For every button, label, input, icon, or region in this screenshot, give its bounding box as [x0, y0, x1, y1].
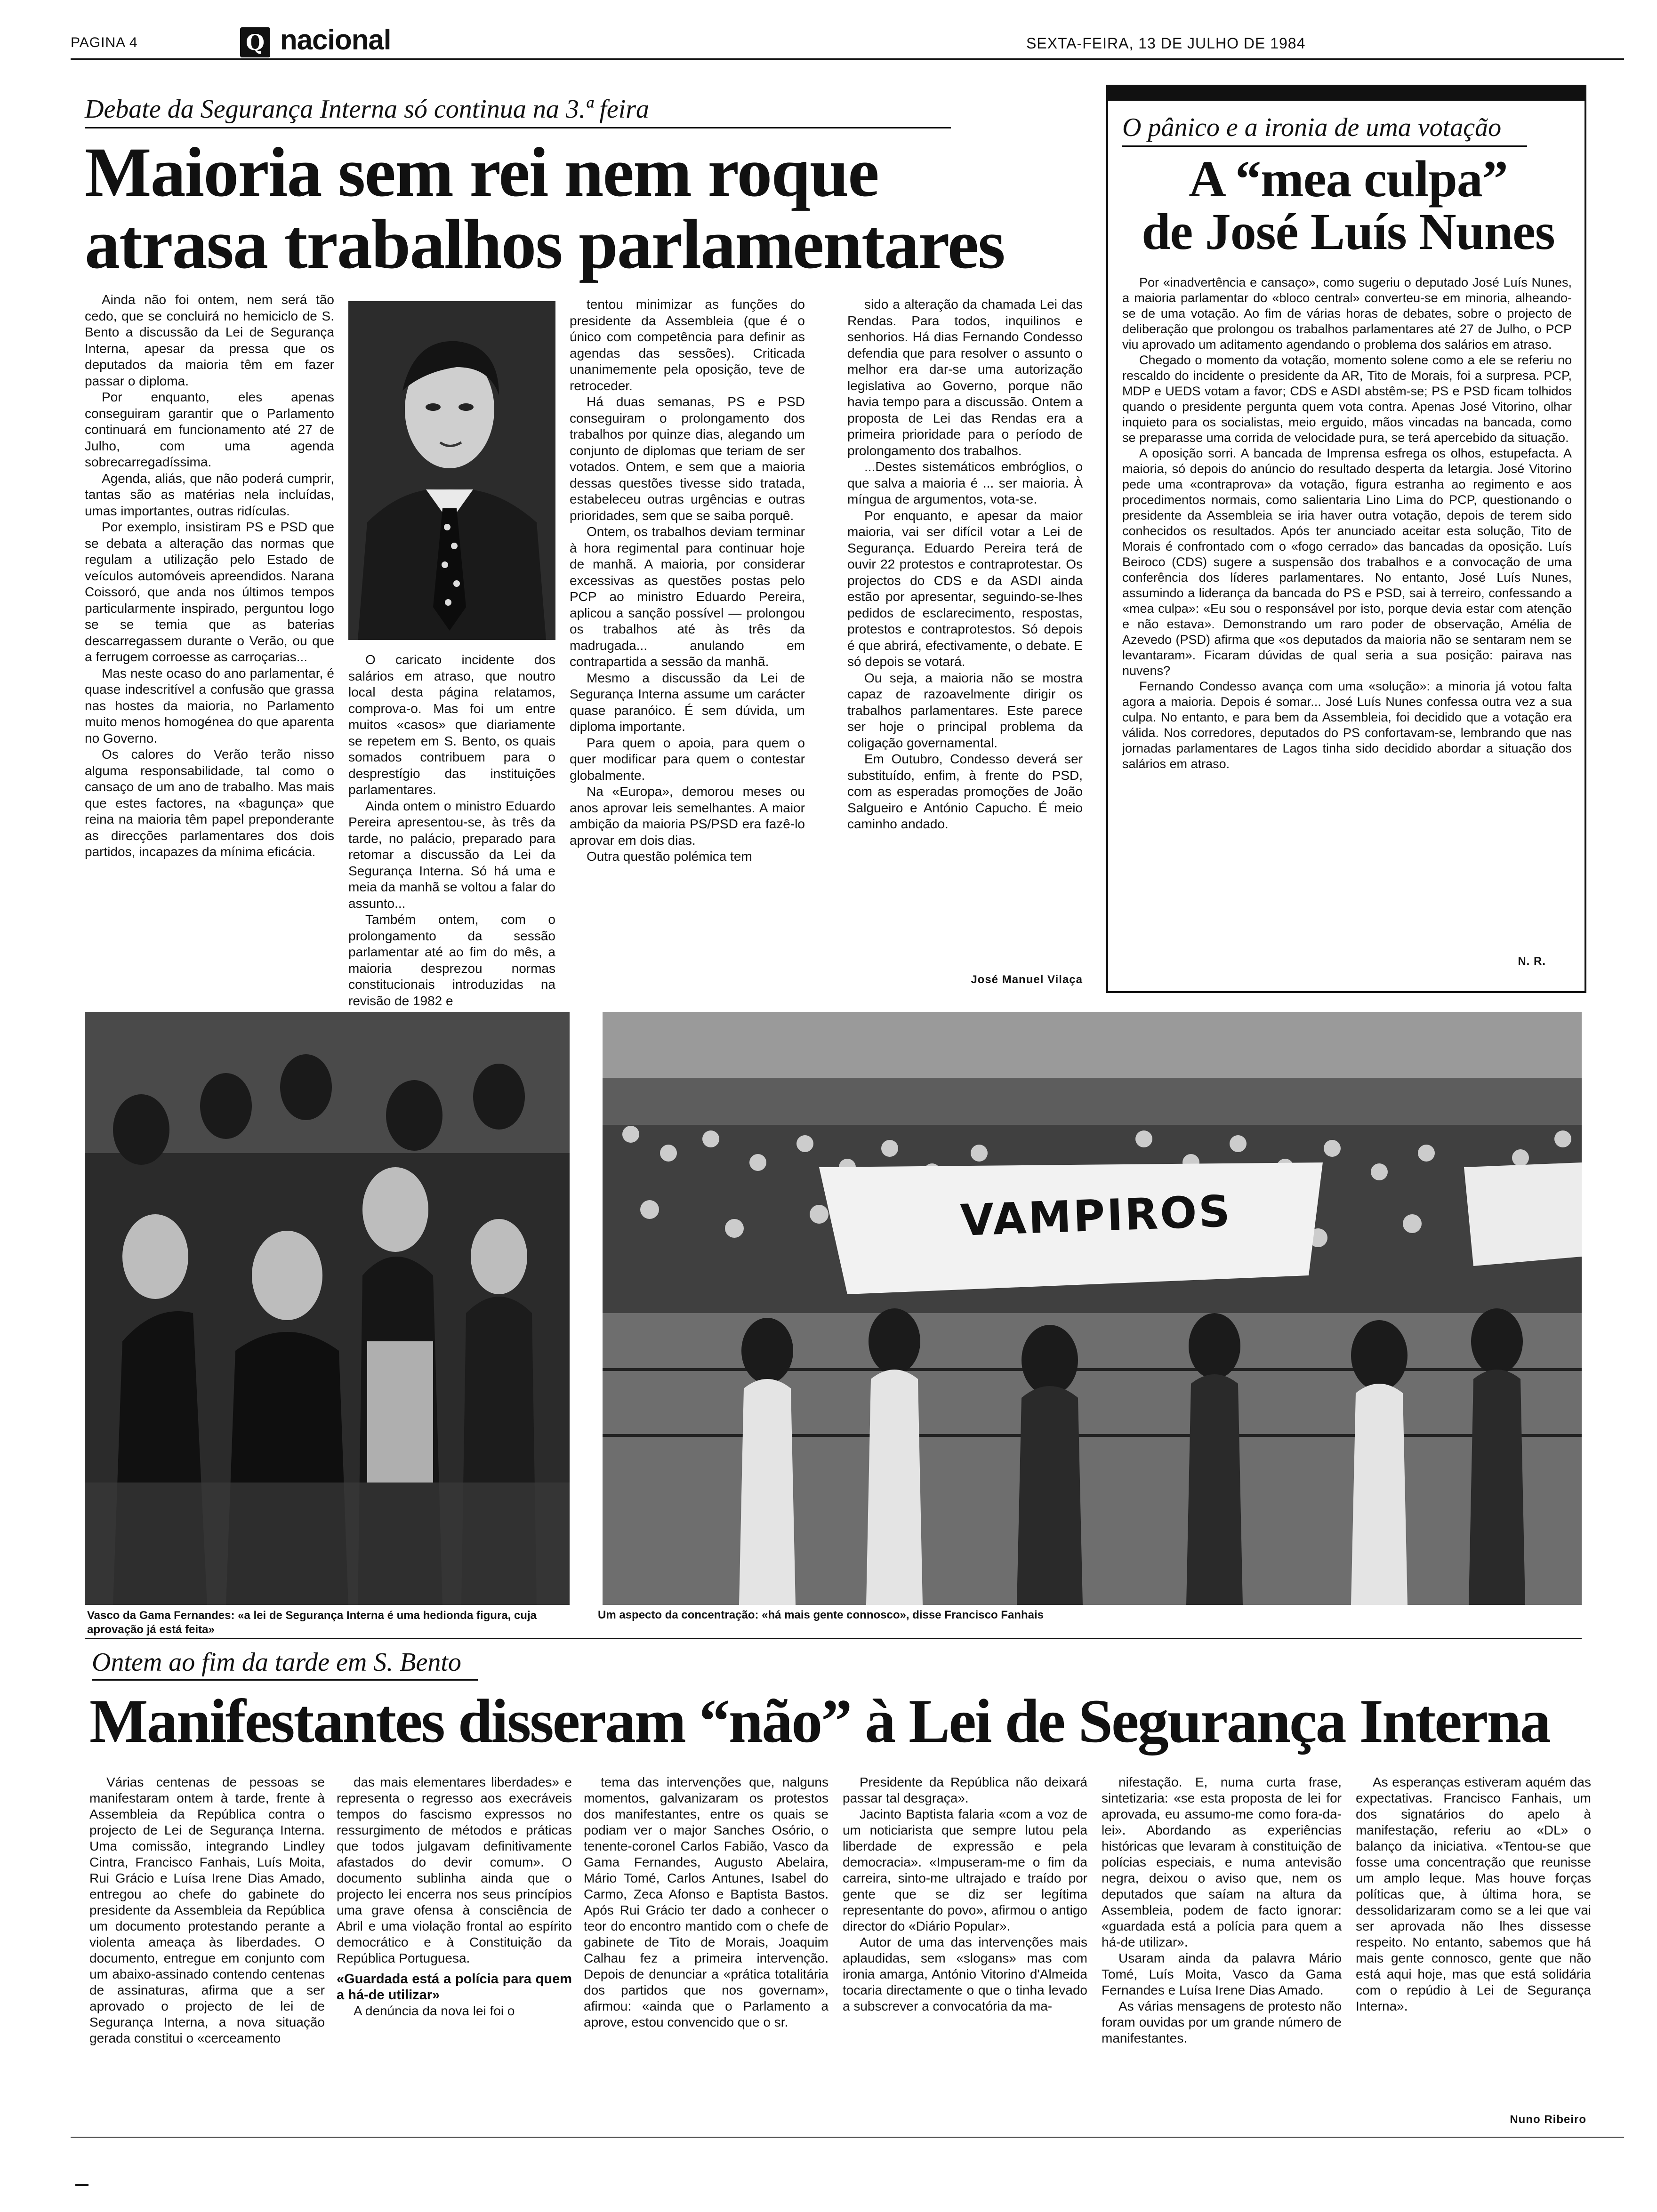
subheading: «Guardada está a polícia para quem a há-de utilizar»	[337, 1972, 572, 2003]
demonstration-photo	[603, 1012, 1582, 1605]
paragraph: Os calores do Verão terão nisso alguma responsabilidade, tal como o cansaço de um ano de trabalho. Mas mais que estes factores, na «bagunça» que reina na maioria têm papel preponderante as direcções parlamentares dos dois partidos, incapazes da mínima eficácia.	[85, 747, 334, 859]
paragraph: sido a alteração da chamada Lei das Rendas. Para todos, inquilinos e senhorios. Há dias Fernando Condesso defendia que para resolver o assunto o melhor era dar-se uma autorização legislativa ao Governo, porque não havia tempo para a discussão. Ontem a proposta de Lei das Rendas era a primeira prioridade para o período de prolongamento dos trabalhos.	[847, 297, 1083, 458]
paragraph: A oposição sorri. A bancada de Imprensa esfrega os olhos, estupefacta. A maioria, só depois do anúncio do resultado desperta da letargia. José Vitorino pede uma «contraprova» da votação, figura estranha ao regimento e aos procedimentos normais, como salientaria Lino Lima do PCP, questionando o presidente da Assembleia se iria haver outra votação, depois de terem sido conhecidos os resultados. Após ter anunciado aceitar esta solução, Tito de Morais é confrontado com o «fogo cerrado» das bancadas da oposição. Luís Beiroco (CDS) sugere a suspensão dos trabalhos e a convocação de uma conferência dos líderes parlamentares. No entanto, José Luís Nunes, assumindo a liderança da bancada do PS e PSD, sai à terreiro, confessando a «mea culpa»: «Eu sou o responsável por isto, porque devia estar com atenção e não estava». Demonstrando um raro poder de observação, Amélia de Azevedo (PSD) afirma que «os deputados da maioria não se sentaram nem se levantaram». Ficaram dúvidas de qual seria a sua posição: pairava nas nuvens?	[1122, 446, 1572, 678]
photo-strip	[85, 1012, 1582, 1605]
headline-line: de José Luís Nunes	[1142, 203, 1555, 261]
paragraph: Presidente da República não deixará passar tal desgraça».	[843, 1775, 1087, 1805]
article-byline: Nuno Ribeiro	[1510, 2113, 1586, 2126]
paragraph: das mais elementares liberdades» e representa o regresso aos execráveis tempos do fascismo expressos no ressurgimento de métodos e práticas que todos julgavam definitivamente afastados do devir comum». O documento sublinha ainda que o projecto lei encerra nos seus princípios uma grave ofensa à consciência de Abril e uma violação frontal ao espírito democrático e à Constituição da República Portuguesa.	[337, 1775, 572, 1965]
article-column-2	[348, 652, 555, 1008]
article-headline	[85, 133, 1073, 283]
paragraph: ...Destes sistemáticos embróglios, o que salva a maioria é ... ser maioria. À míngua de argumentos, vota-se.	[847, 459, 1083, 506]
paragraph: Por exemplo, insistiram PS e PSD que se debata a alteração das normas que regulam a utilização pelo Estado de veículos automóveis apreendidos. Narana Coissoró, que anda nos últimos tempos particularmente inspirado, perguntou logo se se temia que as baterias descarregassem durante o Verão, ou que a ferrugem corroesse as carroçarias...	[85, 520, 334, 664]
paragraph: Mesmo a discussão da Lei de Segurança Interna assume um carácter quase paranóico. É sem dúvida, um diploma importante.	[570, 670, 805, 734]
sidebar-kicker: O pânico e a ironia de uma votação	[1122, 113, 1502, 142]
paragraph: Mas neste ocaso do ano parlamentar, é quase indescritível a confusão que grassa nas hostes da maioria, no Parlamento muito menos homogénea do que aparenta no Governo.	[85, 665, 334, 745]
article-column-6	[1356, 1774, 1591, 2104]
paragraph: Outra questão polémica tem	[587, 849, 752, 864]
kicker-rule	[92, 1679, 478, 1681]
paragraph: Fernando Condesso avança com uma «solução»: a minoria já votou falta agora a maioria. Depois é somar... José Luís Nunes confessa outra vez a sua culpa. No entanto, e para bem da Assembleia, foi decidido que a votação era válida. Nos corredores, deputados do PS confortavam-se, lembrando que nas jornadas parlamentares de Lagos tinha sido decidido abordar a situação dos salários em atraso.	[1122, 679, 1572, 771]
sidebar-column	[1122, 275, 1572, 948]
article-byline: José Manuel Vilaça	[971, 973, 1083, 986]
paragraph: A denúncia da nova lei foi o	[354, 2004, 515, 2018]
article-column-1	[85, 292, 334, 998]
paragraph: Usaram ainda da palavra Mário Tomé, Luís Moita, Vasco da Gama Fernandes e Luísa Irene Dias Amado.	[1102, 1951, 1342, 1997]
headline-line: A “mea culpa”	[1189, 150, 1508, 208]
photo-caption-left: Vasco da Gama Fernandes: «a lei de Segurança Interna é uma hedionda figura, cuja aprovação já está feita»	[87, 1609, 537, 1636]
caption-rule	[85, 1638, 1582, 1639]
article-headline: Manifestantes disseram “não” à Lei de Segurança Interna	[89, 1686, 1550, 1755]
article-column-4	[843, 1774, 1087, 2132]
protest-banner-text: VAMPIROS	[959, 1186, 1233, 1246]
masthead	[71, 24, 1619, 61]
paragraph: As várias mensagens de protesto não foram ouvidas por um grande número de manifestantes.	[1102, 1999, 1342, 2045]
article-kicker: Ontem ao fim da tarde em S. Bento	[92, 1648, 461, 1677]
paragraph: As esperanças estiveram aquém das expectativas. Francisco Fanhais, um dos signatários do apelo à manifestação, referiu ao «DL» o balanço da iniciativa. «Tentou-se que fosse uma concentração que reunisse um amplo leque. Mas houve forças políticas que, à última hora, se dessolidarizaram como se a lei que vai ser aprovada não lhes dissesse respeito. No entanto, sabemos que há mais gente connosco, gente que não está aqui hoje, mas que está solidária com o repúdio à Lei de Segurança Interna».	[1356, 1775, 1591, 2013]
headline-line: atrasa trabalhos parlamentares	[85, 205, 1005, 283]
paragraph: Ainda não foi ontem, nem será tão cedo, que se concluirá no hemiciclo de S. Bento a discussão da Lei de Segurança Interna, apesar da pressa que os deputados da maioria têm em fazer passar o diploma.	[85, 292, 334, 388]
portrait-photo	[348, 301, 555, 640]
section-title: nacional	[280, 24, 391, 56]
seated-men-photo	[85, 1012, 570, 1605]
newspaper-logo-icon: Q	[240, 27, 270, 57]
paragraph: Várias centenas de pessoas se manifestaram ontem à tarde, frente à Assembleia da República contra o projecto de Lei de Segurança Interna. Uma comissão, integrando Lindley Cintra, Francisco Fanhais, Luís Moita, Rui Grácio e Luísa Irene Dias Amado, entregou ao chefe do gabinete do presidente da Assembleia da República um documento protestando perante a violenta ameaça às liberdades. O documento, entregue em conjunto com um abaixo-assinado contendo centenas de assinaturas, afirma que a ser aprovado o projecto de lei de Segurança Interna, a nova situação gerada constitui o «cerceamento	[89, 1775, 325, 2045]
paragraph: Para quem o apoia, para quem o quer modificar para quem o contestar globalmente.	[570, 735, 805, 783]
paragraph: Ainda ontem o ministro Eduardo Pereira apresentou-se, às três da tarde, no palácio, preparado para retomar a discussão da Lei da Segurança Interna. Só há uma e meia da manhã se voltou a falar do assunto...	[348, 798, 555, 911]
paragraph: Agenda, aliás, que não poderá cumprir, tantas são as matérias nela incluídas, umas importantes, outras ridículas.	[85, 471, 334, 518]
paragraph: Por enquanto, e apesar da maior maioria, vai ser difícil votar a Lei de Segurança. Eduardo Pereira terá de ouvir 22 protestos e contraprotestar. Os projectos do CDS e da ASDI ainda estão por apresentar, seguindo-se-lhes pedidos de esclarecimento, respostas, protestos e contraprotestos. Só depois é que abrirá, efectivamente, o debate. E só depois se votará.	[847, 508, 1083, 669]
article-column-4	[847, 297, 1083, 965]
sidebar-top-bar	[1108, 87, 1585, 101]
page-number: PAGINA 4	[71, 35, 138, 50]
paragraph: O caricato incidente dos salários em atraso, que noutro local desta página relatamos, comprova-o. Mas foi um entre muitos «casos» que diariamente se repetem em S. Bento, os quais somados contribuem para o desprestígio das instituições parlamentares.	[348, 652, 555, 797]
paragraph: Por enquanto, eles apenas conseguiram garantir que o Parlamento continuará em funcionamento até 27 de Julho, com uma agenda sobrecarregadíssima.	[85, 390, 334, 469]
article-column-3	[570, 297, 805, 998]
paragraph: Também ontem, com o prolongamento da sessão parlamentar até ao fim do mês, a maioria desprezou normas constitucionais introduzidas na revisão de 1982 e	[348, 912, 555, 1008]
article-column-3	[584, 1774, 828, 2132]
article-kicker: Debate da Segurança Interna só continua na 3.ª feira	[85, 95, 650, 124]
article-column-1	[89, 1774, 325, 2132]
kicker-rule	[85, 127, 951, 128]
headline-line: Maioria sem rei nem roque	[85, 133, 878, 211]
issue-date: SEXTA-FEIRA, 13 DE JULHO DE 1984	[1026, 35, 1306, 52]
sidebar-headline	[1122, 150, 1574, 261]
paragraph: Por «inadvertência e cansaço», como sugeriu o deputado José Luís Nunes, a maioria parlamentar do «bloco central» converteu-se em minoria, alheando-se de uma votação. Ao fim de várias horas de debates, sobre o projecto de deliberação que prolongou os trabalhos parlamentares até 27 de Julho, o PCP viu aprovado um aditamento agendando o problema dos salários em atraso.	[1122, 275, 1572, 352]
sidebar-box	[1106, 85, 1586, 993]
paragraph: Em Outubro, Condesso deverá ser substituído, enfim, à frente do PSD, com as esperadas promoções de João Salgueiro e António Capucho. É meio caminho andado.	[847, 752, 1083, 831]
paragraph: tema das intervenções que, nalguns momentos, galvanizaram os protestos dos manifestantes, entre os quais se podiam ver o major Sanches Osório, o tenente-coronel Carlos Fabião, Vasco da Gama Fernandes, Augusto Abelaira, Mário Tomé, Carlos Antunes, Isabel do Carmo, Zeca Afonso e Baptista Bastos. Após Rui Grácio ter dado a conhecer o teor do encontro mantido com o chefe de gabinete de Tito de Morais, Joaquim Calhau fez a primeira intervenção. Depois de denunciar a «prática totalitária dos partidos que nos governam», afirmou: «ainda que o Parlamento a aprove, estou convencido que o sr.	[584, 1775, 828, 2029]
paragraph: Há duas semanas, PS e PSD conseguiram o prolongamento dos trabalhos por quinze dias, alegando um conjunto de diplomas que teriam de ser votados. Ontem, e sem que a maioria dessas questões tivesse sido tratada, estabeleceu outras urgências e outras prioridades, sem que se saiba porquê.	[570, 394, 805, 523]
article-column-2	[337, 1774, 572, 2132]
masthead-rule	[71, 58, 1624, 60]
paragraph: Ontem, os trabalhos deviam terminar à hora regimental para continuar hoje de manhã. A maioria, por considerar excessivas as questões postas pelo PCP ao ministro Eduardo Pereira, aplicou a sanção possível — prolongou os trabalhos até às três da madrugada... anulando em contrapartida a sessão da manhã.	[570, 524, 805, 669]
sidebar-kicker-rule	[1122, 145, 1527, 147]
article-column-5	[1102, 1774, 1342, 2132]
paragraph: Autor de uma das intervenções mais aplaudidas, sem «slogans» mas com ironia amarga, António Vitorino d'Almeida tocaria directamente o que o tinha levado a subscrever a convocatória da ma-	[843, 1935, 1087, 2013]
paragraph: Jacinto Baptista falaria «com a voz de um noticiarista que sempre lutou pela liberdade de expressão e pela democracia». «Impuseram-me o fim da carreira, sinto-me ultrajado e traído por gente que se diz ser legítima representante do povo», afirmou o antigo director do «Diário Popular».	[843, 1807, 1087, 1933]
sidebar-byline: N. R.	[1518, 955, 1546, 968]
photo-caption-right: Um aspecto da concentração: «há mais gente connosco», disse Francisco Fanhais	[598, 1609, 1044, 1621]
paragraph: Chegado o momento da votação, momento solene como a ele se referiu no rescaldo do incidente o presidente da AR, Tito de Morais, foi a surpresa. PCP, MDP e UEDS votam a favor; CDS e ASDI abstêm-se; PS e PSD ficam tolhidos quando o presidente pergunta quem vota contra. Apenas José Vitorino, olhar inquieto para os socialistas, meio erguido, mãos vincadas na bancada, como se preparasse uma corrida de velocidade pura, se terá apercebido da situação.	[1122, 353, 1572, 445]
paragraph: Ou seja, a maioria não se mostra capaz de razoavelmente dirigir os trabalhos parlamentares. Este parece ser hoje o principal problema da coligação governamental.	[847, 670, 1083, 750]
paragraph: tentou minimizar as funções do presidente da Assembleia (que é o único com competência para definir as agendas das sessões). Criticada unanimemente pela oposição, teve de retroceder.	[570, 297, 805, 393]
paragraph: nifestação. E, numa curta frase, sintetizaria: «se esta proposta de lei for aprovada, eu assumo-me como fora-da-lei». Abordando as experiências históricas que levaram à constituição de polícias especiais, e numa antevisão negra, deixou o aviso que, nem os deputados que saíam na altura da Assembleia, podem de facto ignorar: «guardada está a polícia para quem a há-de utilizar».	[1102, 1775, 1342, 1949]
paragraph: Na «Europa», demorou meses ou anos aprovar leis semelhantes. A maior ambição da maioria PS/PSD era fazê-lo aprovar em dois dias.	[570, 784, 805, 848]
page-bottom-rule	[71, 2137, 1624, 2138]
crop-mark-icon	[75, 2184, 88, 2186]
